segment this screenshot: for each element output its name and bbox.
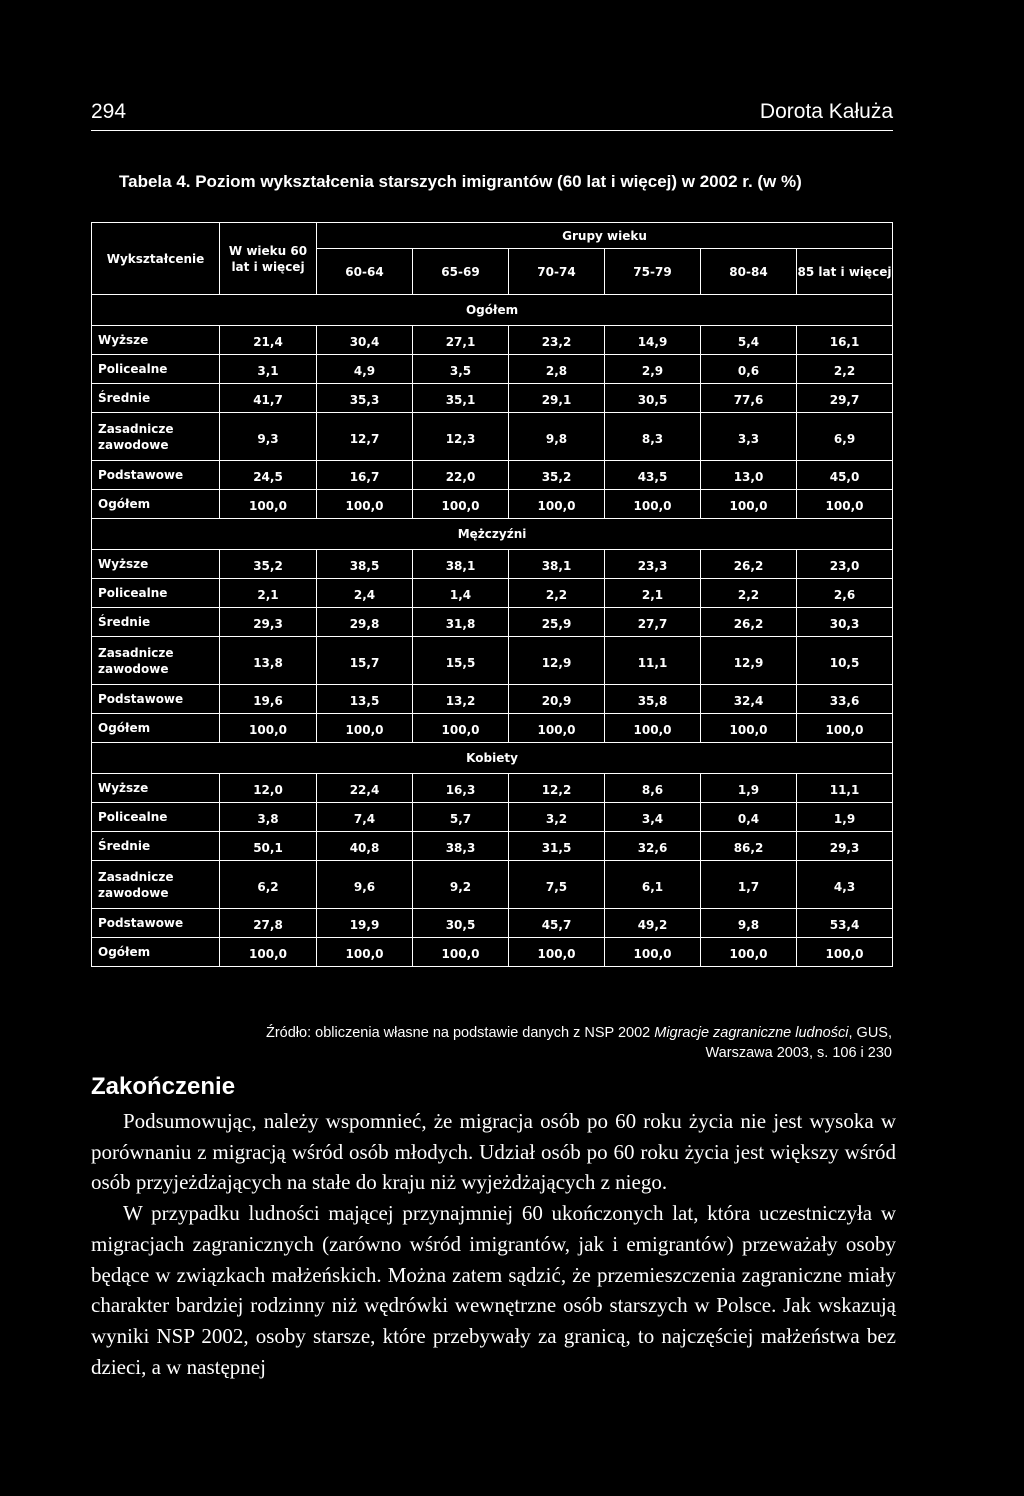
table-cell: 49,2: [605, 909, 701, 938]
age-group-header: 85 lat i więcej: [797, 249, 893, 295]
table-cell: 7,5: [509, 861, 605, 909]
table-cell: 12,9: [701, 637, 797, 685]
table-row: [92, 861, 893, 909]
table-row: [92, 490, 893, 519]
section-title-row: [92, 519, 893, 550]
table-cell: 3,2: [509, 803, 605, 832]
table-cell: 22,4: [317, 774, 413, 803]
source-publication-title: Migracje zagraniczne ludności: [654, 1025, 849, 1041]
table-row: [92, 355, 893, 384]
table-cell: 1,9: [701, 774, 797, 803]
table-cell: 30,3: [797, 608, 893, 637]
table-cell: 3,1: [220, 355, 317, 384]
table-cell: 100,0: [605, 714, 701, 743]
table-cell: 30,5: [413, 909, 509, 938]
table-cell: 6,1: [605, 861, 701, 909]
table-cell: 5,4: [701, 326, 797, 355]
section-title: Ogółem: [92, 295, 893, 326]
table-cell: 53,4: [797, 909, 893, 938]
table-cell: 9,2: [413, 861, 509, 909]
table-cell: 100,0: [317, 490, 413, 519]
table-cell: 31,5: [509, 832, 605, 861]
age-group-header: 65-69: [413, 249, 509, 295]
table-cell: 31,8: [413, 608, 509, 637]
table-cell: 100,0: [317, 938, 413, 967]
table-row: [92, 938, 893, 967]
running-header-author: Dorota Kałuża: [759, 100, 893, 123]
table-cell: 43,5: [605, 461, 701, 490]
table-row: [92, 579, 893, 608]
table-cell: 1,7: [701, 861, 797, 909]
table-cell: 12,2: [509, 774, 605, 803]
table-cell: 25,9: [509, 608, 605, 637]
total-age-column-header: W wieku 60 lat i więcej: [220, 223, 317, 295]
table-cell: 29,1: [509, 384, 605, 413]
table-cell: 27,1: [413, 326, 509, 355]
table-cell: 100,0: [220, 490, 317, 519]
table-cell: 2,2: [797, 355, 893, 384]
table-cell: 2,6: [797, 579, 893, 608]
section-heading: Zakończenie: [91, 1073, 236, 1100]
table-cell: 26,2: [701, 550, 797, 579]
table-row: [92, 413, 893, 461]
row-label: Ogółem: [92, 490, 220, 519]
table-cell: 29,3: [797, 832, 893, 861]
table-cell: 100,0: [413, 714, 509, 743]
row-label: Policealne: [92, 355, 220, 384]
table-cell: 29,8: [317, 608, 413, 637]
education-column-header: Wykształcenie: [92, 223, 220, 295]
table-cell: 9,3: [220, 413, 317, 461]
table-cell: 4,9: [317, 355, 413, 384]
table-row: [92, 685, 893, 714]
table-cell: 86,2: [701, 832, 797, 861]
source-suffix: , GUS,: [848, 1025, 892, 1041]
table-cell: 23,3: [605, 550, 701, 579]
table-cell: 100,0: [509, 714, 605, 743]
source-line-2: Warszawa 2003, s. 106 i 230: [705, 1045, 892, 1061]
table-cell: 21,4: [220, 326, 317, 355]
table-cell: 38,1: [413, 550, 509, 579]
table-cell: 100,0: [605, 490, 701, 519]
table-cell: 3,4: [605, 803, 701, 832]
table-cell: 29,7: [797, 384, 893, 413]
table-cell: 20,9: [509, 685, 605, 714]
running-header: [91, 100, 893, 131]
table-source: [266, 1023, 892, 1063]
table-cell: 16,3: [413, 774, 509, 803]
header-row: [92, 223, 893, 249]
table-cell: 40,8: [317, 832, 413, 861]
table-row: [92, 384, 893, 413]
table-row: [92, 326, 893, 355]
table-cell: 13,2: [413, 685, 509, 714]
paragraph: Podsumowując, należy wspomnieć, że migracja osób po 60 roku życia nie jest wysoka w porównaniu z migracją wśród osób młodych. Udział osób po 60 roku życia jest większy wśród osób przyjeżdżających na stałe do kraju niż wyjeżdżających z niego.: [91, 1109, 896, 1195]
source-prefix: Źródło: obliczenia własne na podstawie danych z NSP 2002: [265, 1025, 655, 1041]
table-cell: 8,6: [605, 774, 701, 803]
table-cell: 100,0: [605, 938, 701, 967]
table-cell: 9,6: [317, 861, 413, 909]
table-cell: 100,0: [701, 938, 797, 967]
section-title: Mężczyźni: [92, 519, 893, 550]
table-cell: 9,8: [509, 413, 605, 461]
table-row: [92, 774, 893, 803]
table-cell: 38,1: [509, 550, 605, 579]
table-cell: 23,0: [797, 550, 893, 579]
table-cell: 15,7: [317, 637, 413, 685]
table-cell: 16,1: [797, 326, 893, 355]
table-cell: 15,5: [413, 637, 509, 685]
table-cell: 12,7: [317, 413, 413, 461]
table-cell: 2,2: [509, 579, 605, 608]
row-label: Policealne: [92, 579, 220, 608]
table-cell: 14,9: [605, 326, 701, 355]
table-cell: 100,0: [509, 490, 605, 519]
row-label: Średnie: [92, 384, 220, 413]
table-cell: 22,0: [413, 461, 509, 490]
page-number: 294: [91, 100, 127, 123]
table-cell: 24,5: [220, 461, 317, 490]
row-label: Podstawowe: [92, 909, 220, 938]
table-cell: 100,0: [220, 714, 317, 743]
table-cell: 50,1: [220, 832, 317, 861]
table-cell: 45,0: [797, 461, 893, 490]
table-cell: 32,6: [605, 832, 701, 861]
table-cell: 1,4: [413, 579, 509, 608]
table-row: [92, 461, 893, 490]
table-cell: 1,9: [797, 803, 893, 832]
table-cell: 3,8: [220, 803, 317, 832]
table-row: [92, 550, 893, 579]
table-cell: 4,3: [797, 861, 893, 909]
table-cell: 100,0: [220, 938, 317, 967]
table-cell: 27,8: [220, 909, 317, 938]
table-cell: 13,5: [317, 685, 413, 714]
table-cell: 2,8: [509, 355, 605, 384]
age-group-header: 70-74: [509, 249, 605, 295]
row-label: Wyższe: [92, 326, 220, 355]
table-cell: 12,3: [413, 413, 509, 461]
age-group-header: 75-79: [605, 249, 701, 295]
table-row: [92, 714, 893, 743]
table-cell: 100,0: [509, 938, 605, 967]
table-cell: 26,2: [701, 608, 797, 637]
table-cell: 100,0: [797, 714, 893, 743]
table-row: [92, 832, 893, 861]
table-cell: 35,2: [220, 550, 317, 579]
row-label: Ogółem: [92, 938, 220, 967]
table-cell: 45,7: [509, 909, 605, 938]
age-group-header: 80-84: [701, 249, 797, 295]
table-cell: 12,0: [220, 774, 317, 803]
row-label: Policealne: [92, 803, 220, 832]
table-cell: 16,7: [317, 461, 413, 490]
table-cell: 38,3: [413, 832, 509, 861]
row-label: Zasadnicze zawodowe: [92, 637, 220, 685]
table-cell: 33,6: [797, 685, 893, 714]
table-cell: 6,2: [220, 861, 317, 909]
table-cell: 41,7: [220, 384, 317, 413]
row-label: Ogółem: [92, 714, 220, 743]
table-cell: 0,4: [701, 803, 797, 832]
table-cell: 35,3: [317, 384, 413, 413]
table-row: [92, 803, 893, 832]
table-cell: 100,0: [701, 490, 797, 519]
age-group-header: 60-64: [317, 249, 413, 295]
table-cell: 7,4: [317, 803, 413, 832]
table-cell: 13,0: [701, 461, 797, 490]
section-title-row: [92, 743, 893, 774]
table-cell: 2,1: [605, 579, 701, 608]
table-cell: 100,0: [413, 938, 509, 967]
table-cell: 30,4: [317, 326, 413, 355]
table-cell: 5,7: [413, 803, 509, 832]
table-cell: 10,5: [797, 637, 893, 685]
table-cell: 100,0: [317, 714, 413, 743]
row-label: Wyższe: [92, 550, 220, 579]
table-cell: 35,8: [605, 685, 701, 714]
table-cell: 100,0: [701, 714, 797, 743]
table-row: [92, 909, 893, 938]
table-cell: 11,1: [797, 774, 893, 803]
table-cell: 19,9: [317, 909, 413, 938]
row-label: Zasadnicze zawodowe: [92, 413, 220, 461]
table-cell: 38,5: [317, 550, 413, 579]
age-groups-header: Grupy wieku: [317, 223, 893, 249]
table-cell: 2,1: [220, 579, 317, 608]
table-cell: 100,0: [413, 490, 509, 519]
table-cell: 35,2: [509, 461, 605, 490]
table-cell: 19,6: [220, 685, 317, 714]
table-cell: 2,2: [701, 579, 797, 608]
row-label: Podstawowe: [92, 461, 220, 490]
table-cell: 23,2: [509, 326, 605, 355]
table-cell: 3,5: [413, 355, 509, 384]
row-label: Średnie: [92, 608, 220, 637]
table-cell: 9,8: [701, 909, 797, 938]
table-cell: 77,6: [701, 384, 797, 413]
row-label: Wyższe: [92, 774, 220, 803]
table-cell: 35,1: [413, 384, 509, 413]
table-cell: 30,5: [605, 384, 701, 413]
education-table: [91, 222, 893, 967]
table-cell: 6,9: [797, 413, 893, 461]
table-row: [92, 637, 893, 685]
table-cell: 8,3: [605, 413, 701, 461]
table-cell: 13,8: [220, 637, 317, 685]
row-label: Zasadnicze zawodowe: [92, 861, 220, 909]
table-cell: 100,0: [797, 938, 893, 967]
table-cell: 2,9: [605, 355, 701, 384]
table-cell: 27,7: [605, 608, 701, 637]
table-cell: 29,3: [220, 608, 317, 637]
table-cell: 2,4: [317, 579, 413, 608]
table-cell: 32,4: [701, 685, 797, 714]
row-label: Podstawowe: [92, 685, 220, 714]
section-title: Kobiety: [92, 743, 893, 774]
table-cell: 0,6: [701, 355, 797, 384]
table-row: [92, 608, 893, 637]
table-cell: 100,0: [797, 490, 893, 519]
paragraph: W przypadku ludności mającej przynajmniej 60 ukończonych lat, która uczestniczyła w migracjach zagranicznych (zarówno wśród imigrantów, jak i emigrantów) przeważały osoby będące w związkach małżeńskich. Można zatem sądzić, że przemieszczenia zagraniczne miały charakter bardziej rodzinny niż wędrówki wewnętrzne osób starszych w Polsce. Jak wskazują wyniki NSP 2002, osoby starsze, które przebywały za granicą, to najczęściej małżeństwa bez dzieci, a w następnej: [91, 1201, 896, 1379]
section-title-row: [92, 295, 893, 326]
body-text: [91, 1106, 896, 1382]
table-cell: 12,9: [509, 637, 605, 685]
row-label: Średnie: [92, 832, 220, 861]
table-title: Tabela 4. Poziom wykształcenia starszych imigrantów (60 lat i więcej) w 2002 r. (w %): [119, 172, 802, 191]
table-cell: 11,1: [605, 637, 701, 685]
table-cell: 3,3: [701, 413, 797, 461]
